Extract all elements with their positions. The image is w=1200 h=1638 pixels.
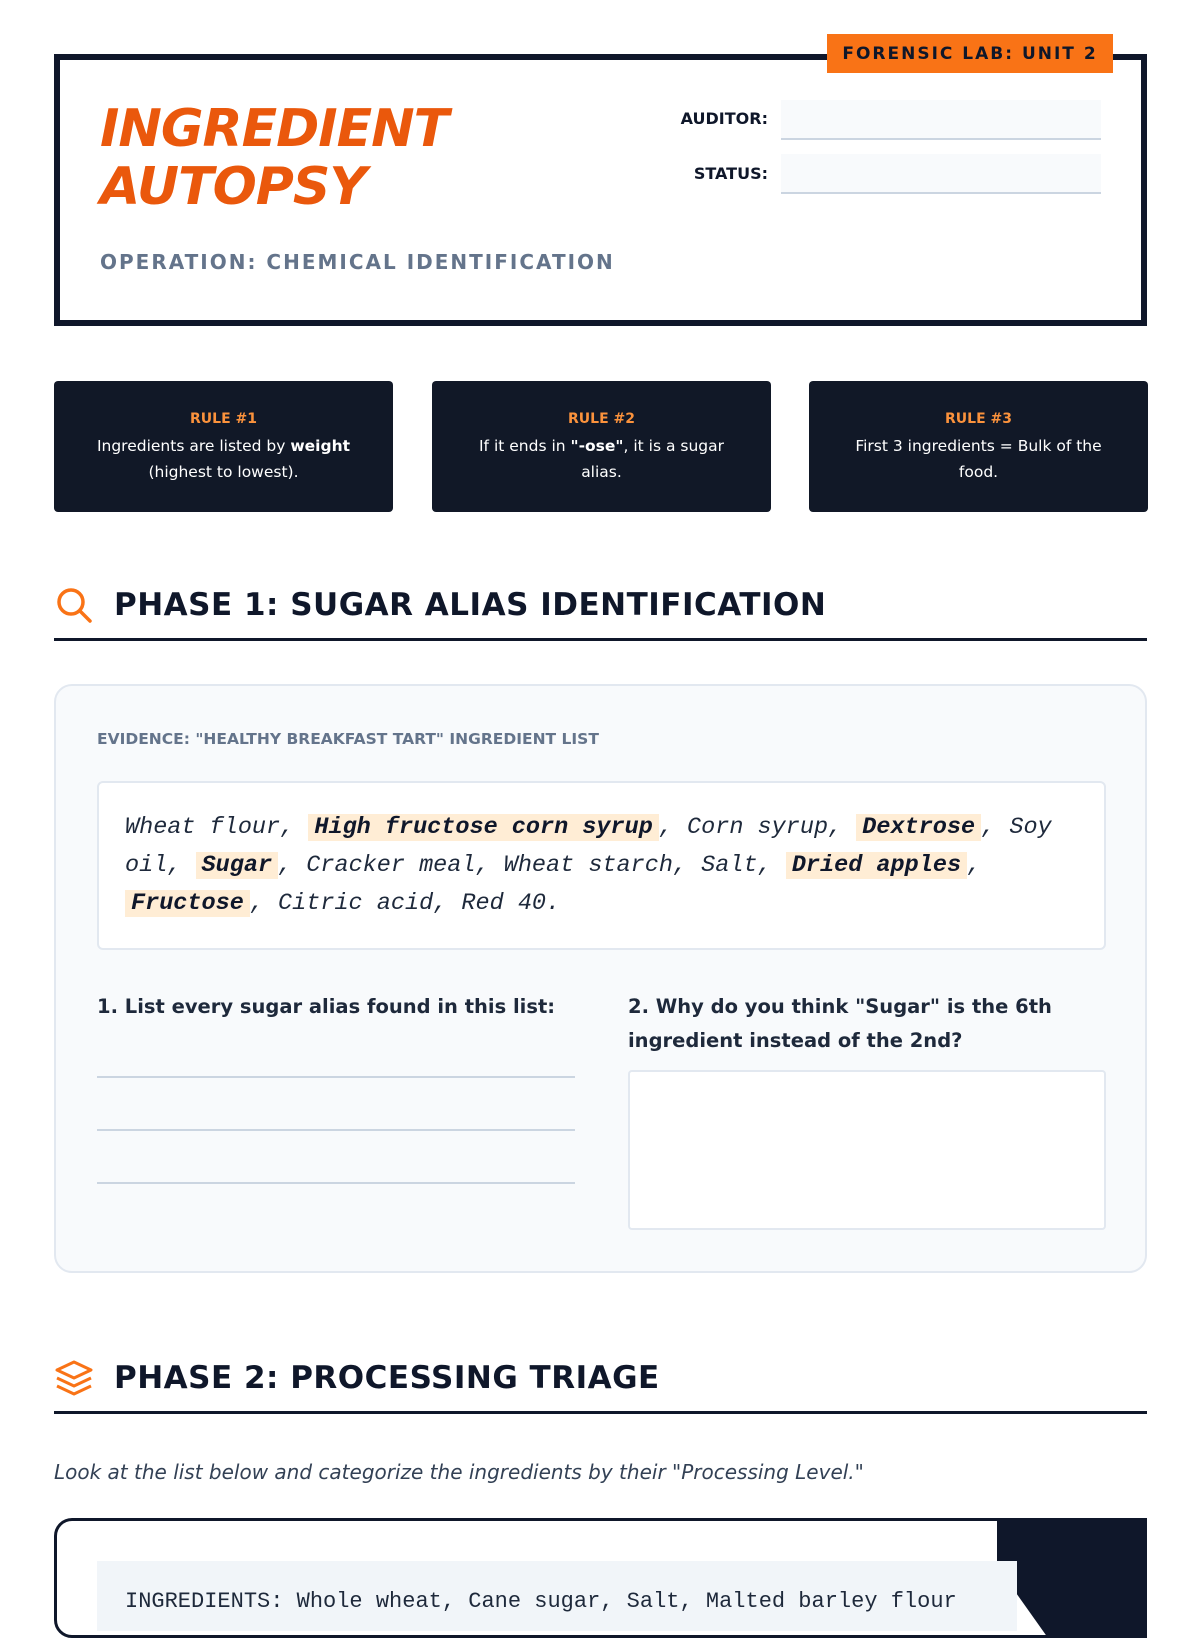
highlighted-ingredient: Dried apples xyxy=(786,852,967,879)
search-icon xyxy=(54,585,94,625)
phase-1-heading xyxy=(54,571,1147,641)
document-title xyxy=(100,100,448,216)
question-1: 1. List every sugar alias found in this list: xyxy=(97,995,556,1018)
highlighted-ingredient: High fructose corn syrup xyxy=(308,814,658,841)
title-line-2: AUTOPSY xyxy=(100,157,367,217)
phase-1-title: PHASE 1: SUGAR ALIAS IDENTIFICATION xyxy=(114,586,827,623)
ingredient-list: Wheat flour, High fructose corn syrup , Corn syrup, Dextrose , Soy oil, Sugar , Cracker meal, Wheat starch, Salt, Dried apples , Fructose , Citric acid, Red 40. xyxy=(97,781,1106,950)
ingredient: Citric acid xyxy=(278,890,434,917)
phase-2-instruction: Look at the list below and categorize the ingredients by their "Processing Level." xyxy=(54,1460,864,1484)
phase-2-title: PHASE 2: PROCESSING TRIAGE xyxy=(114,1359,660,1396)
ingredient: Red 40 xyxy=(461,890,547,917)
ingredient: Corn syrup xyxy=(687,814,829,841)
rule-title: RULE #3 xyxy=(945,411,1012,427)
rule-card-1 xyxy=(54,381,393,512)
ingredient: Wheat flour xyxy=(125,814,281,841)
title-line-1: INGREDIENT xyxy=(100,99,449,159)
rule-card-2 xyxy=(432,381,771,512)
status-label: STATUS: xyxy=(693,164,768,183)
corner-decoration xyxy=(997,1518,1147,1638)
rule-card-3 xyxy=(809,381,1148,512)
highlighted-ingredient: Fructose xyxy=(125,890,250,917)
ingredient: Cracker meal xyxy=(306,852,476,879)
highlighted-ingredient: Sugar xyxy=(196,852,279,879)
ingredient: Salt xyxy=(701,852,758,879)
rule-text: First 3 ingredients = Bulk of the food. xyxy=(855,437,1102,481)
layers-icon xyxy=(54,1358,94,1398)
answer-line[interactable] xyxy=(97,1129,575,1131)
auditor-input[interactable] xyxy=(781,100,1101,140)
subtitle: OPERATION: CHEMICAL IDENTIFICATION xyxy=(100,250,615,274)
rule-title: RULE #1 xyxy=(190,411,257,427)
triage-ingredients: INGREDIENTS: Whole wheat, Cane sugar, Salt, Malted barley flour xyxy=(97,1561,1017,1631)
answer-line[interactable] xyxy=(97,1182,575,1184)
rule-text: If it ends in "-ose", it is a sugar alias. xyxy=(478,437,725,481)
status-input[interactable] xyxy=(781,154,1101,194)
rule-title: RULE #2 xyxy=(568,411,635,427)
question-2: 2. Why do you think "Sugar" is the 6th ingredient instead of the 2nd? xyxy=(628,995,1052,1052)
unit-badge: FORENSIC LAB: UNIT 2 xyxy=(827,34,1113,73)
evidence-label: EVIDENCE: "HEALTHY BREAKFAST TART" INGREDIENT LIST xyxy=(97,730,599,748)
highlighted-ingredient: Dextrose xyxy=(856,814,981,841)
ingredient: Soy oil xyxy=(125,814,1052,879)
rule-text: Ingredients are listed by weight (highest to lowest). xyxy=(96,437,351,481)
ingredient: Wheat starch xyxy=(503,852,673,879)
answer-line[interactable] xyxy=(97,1076,575,1078)
auditor-label: AUDITOR: xyxy=(680,109,768,128)
phase-2-heading xyxy=(54,1344,1147,1414)
triage-card xyxy=(54,1518,1147,1638)
answer-box[interactable] xyxy=(628,1070,1106,1230)
